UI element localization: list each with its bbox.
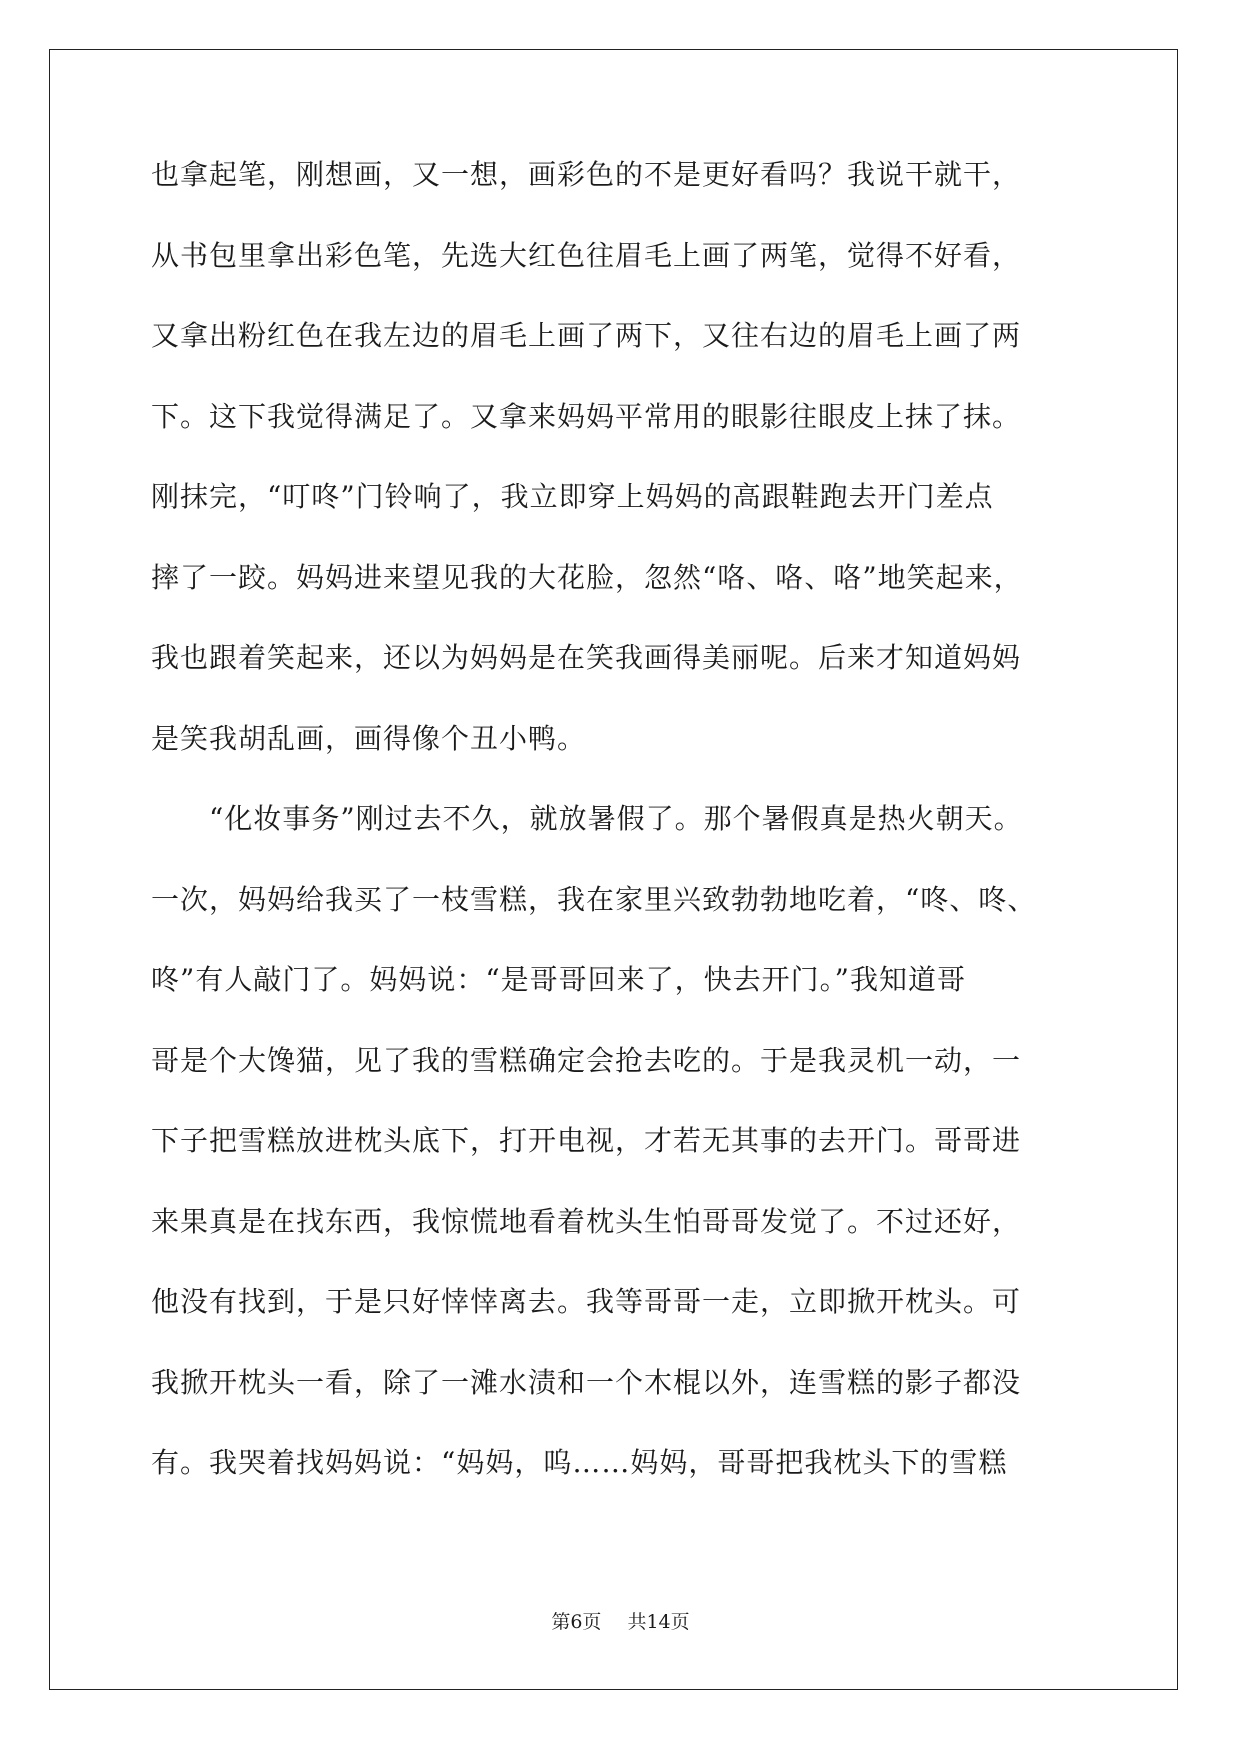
text-line: 下。这下我觉得满足了。又拿来妈妈平常用的眼影往眼皮上抹了抹。 — [151, 399, 1022, 433]
text-line: 又拿出粉红色在我左边的眉毛上画了两下，又往右边的眉毛上画了两 — [151, 319, 1022, 352]
text-line: 也拿起笔，刚想画，又一想，画彩色的不是更好看吗？我说干就干， — [151, 158, 1022, 191]
text-line: 我掀开枕头一看，除了一滩水渍和一个木棍以外，连雪糕的影子都没 — [151, 1365, 1022, 1399]
page-total: 共14页 — [627, 1611, 690, 1633]
text-line: 来果真是在找东西，我惊慌地看着枕头生怕哥哥发觉了。不过还好， — [151, 1204, 1022, 1238]
document-body — [151, 155, 1091, 1524]
page-number: 第6页 — [551, 1611, 602, 1633]
text-line: 摔了一跤。妈妈进来望见我的大花脸，忽然“咯、咯、咯”地笑起来， — [151, 560, 1023, 594]
text-line: 一次，妈妈给我买了一枝雪糕，我在家里兴致勃勃地吃着，“咚、咚、 — [151, 882, 1037, 916]
text-line: 从书包里拿出彩色笔，先选大红色往眉毛上画了两笔，觉得不好看， — [151, 238, 1022, 272]
text-line: 我也跟着笑起来，还以为妈妈是在笑我画得美丽呢。后来才知道妈妈 — [151, 641, 1022, 674]
text-line: 有。我哭着找妈妈说：“妈妈，呜……妈妈，哥哥把我枕头下的雪糕 — [151, 1446, 1008, 1479]
text-line: 下子把雪糕放进枕头底下，打开电视，才若无其事的去开门。哥哥进 — [151, 1124, 1022, 1157]
text-line: 他没有找到，于是只好悻悻离去。我等哥哥一走，立即掀开枕头。可 — [151, 1285, 1022, 1318]
text-line: 刚抹完，“叮咚”门铃响了，我立即穿上妈妈的高跟鞋跑去开门差点 — [151, 480, 994, 513]
text-line: 咚”有人敲门了。妈妈说：“是哥哥回来了，快去开门。”我知道哥 — [151, 963, 966, 996]
text-line: 哥是个大馋猫，见了我的雪糕确定会抢去吃的。于是我灵机一动，一 — [151, 1043, 1022, 1077]
page-footer — [0, 1610, 1241, 1634]
paragraph-start-line: “化妆事务”刚过去不久，就放暑假了。那个暑假真是热火朝天。 — [151, 802, 1023, 835]
text-line: 是笑我胡乱画，画得像个丑小鸭。 — [151, 721, 587, 755]
